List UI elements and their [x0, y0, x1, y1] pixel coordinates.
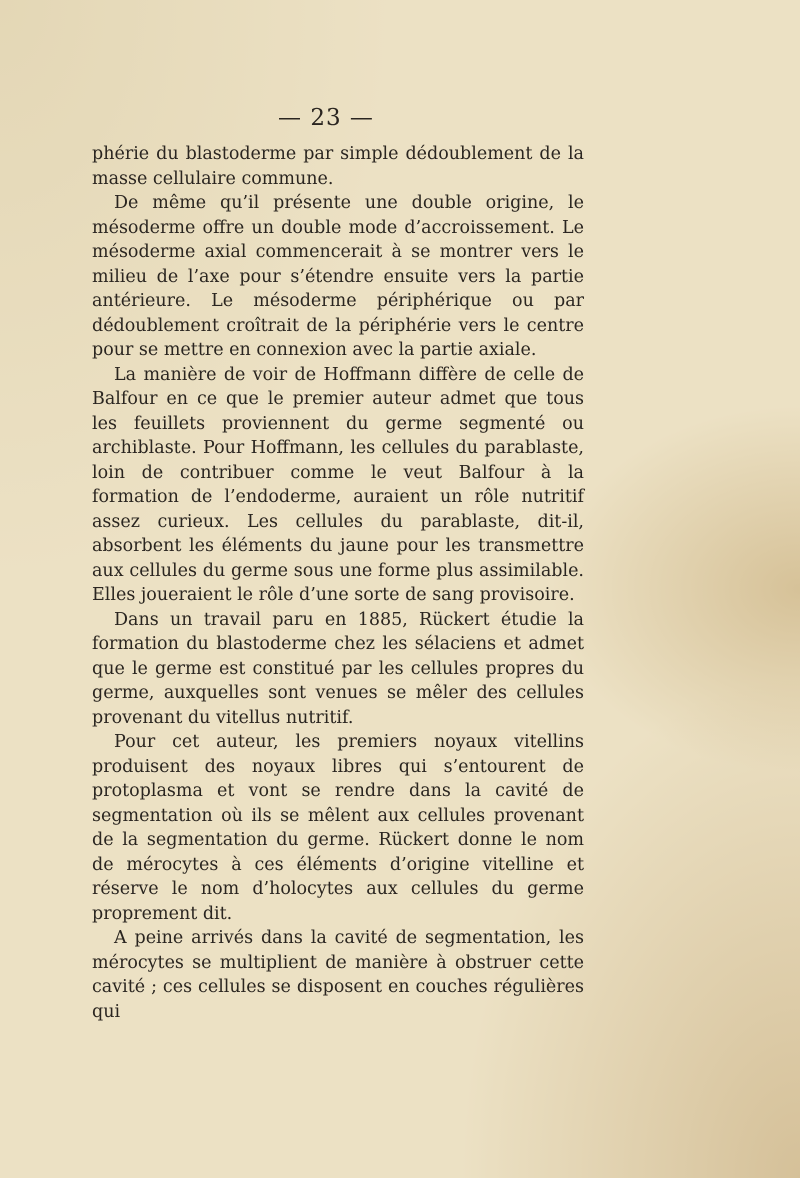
paragraph-merocytes: Pour cet auteur, les premiers noyaux vitellins produisent des noyaux libres qui s’entourent de protoplasma et vont se rendre dans la cavité de segmentation où ils se mêlent aux cellules provenant de la segmentation du germe. Rückert donne le nom de mérocytes à ces éléments d’origine vitelline et réserve le nom d’holocytes aux cellules du germe proprement dit.	[92, 732, 584, 924]
body-text	[92, 142, 584, 1024]
page-number: — 23 —	[278, 105, 374, 131]
paragraph-segmentation-cavity: A peine arrivés dans la cavité de segmentation, les mérocytes se multiplient de manière à obstruer cette cavité ; ces cellules se disposent en couches régulières qui	[92, 928, 584, 1022]
paragraph-hoffmann: La manière de voir de Hoffmann diffère de celle de Balfour en ce que le premier auteur admet que tous les feuillets proviennent du germe segmenté ou archiblaste. Pour Hoffmann, les cellules du parablaste, loin de contribuer comme le veut Balfour à la formation de l’endoderme, auraient un rôle nutritif assez curieux. Les cellules du parablaste, dit-il, absorbent les éléments du jaune pour les transmettre aux cellules du germe sous une forme plus assimilable. Elles joueraient le rôle d’une sorte de sang provisoire.	[92, 364, 584, 605]
paragraph-mesoderm-growth: De même qu’il présente une double origine, le mésoderme offre un double mode d’accroissement. Le mésoderme axial commencerait à se montrer vers le milieu de l’axe pour s’étendre ensuite vers la partie antérieure. Le mésoderme périphérique ou par dédoublement croîtrait de la périphérie vers le centre pour se mettre en connexion avec la partie axiale.	[92, 193, 584, 360]
paragraph-ruckert-1885: Dans un travail paru en 1885, Rückert étudie la formation du blastoderme chez les sélaciens et admet que le germe est constitué par les cellules propres du germe, auxquelles sont venues se mêler des cellules provenant du vitellus nutritif.	[92, 609, 584, 728]
paragraph-continuation: phérie du blastoderme par simple dédoublement de la masse cellulaire commune.	[92, 144, 584, 189]
